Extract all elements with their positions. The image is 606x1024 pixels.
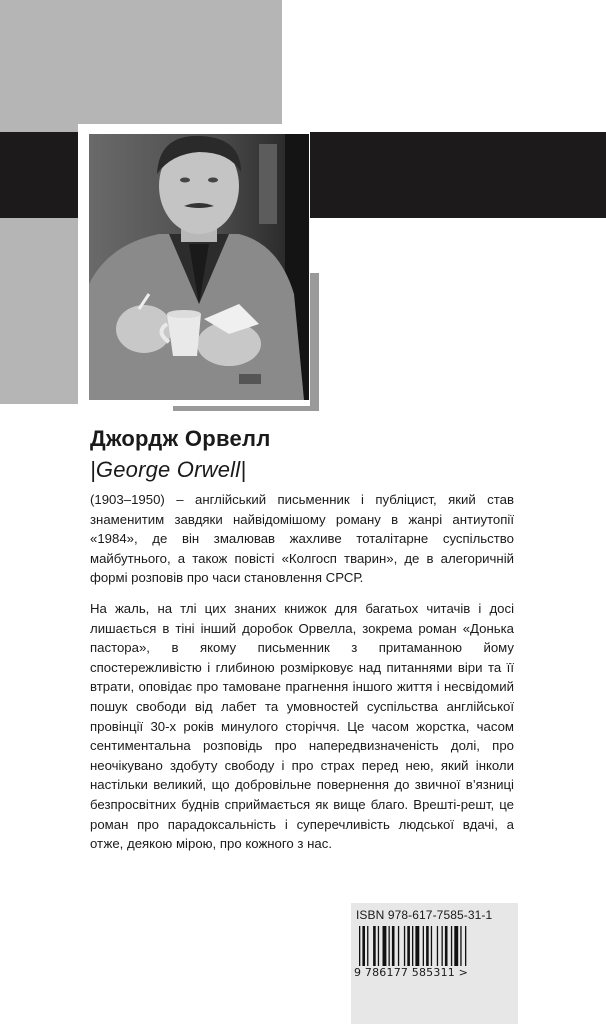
isbn-label: ISBN 978-617-7585-31-1 [356, 908, 493, 922]
barcode-digits: 9 786177 585311 > [354, 966, 469, 979]
bio-paragraph-2: На жаль, на тлі цих знаних книжок для багатьох читачів і досі лишається в тіні інший доробок Орвелла, зокрема роман «Донька пастора», в якому письменник з притаманною йому спостережливістю і глибиною розмірковує над питаннями віри та її втрати, оповідає про тамоване прагнення іншого життя і несвідомий пошук свободи від лабет та умовностей суспільства англійської провінції 30-х років минулого сторіччя. Це часом жорстка, часом сентиментальна розповідь про напередвизначеність долі, про неочікувано здобуту свободу і про страх перед нею, який інколи настільки великий, що добровільне повернення до звичної в’язниці безпросвітних буднів сприймається як вище благо. Врешті-решт, це роман про парадоксальність і суперечливість людської вдачі, а отже, деякою мірою, про кожного з нас. [90, 601, 514, 852]
author-photo [89, 134, 309, 400]
grey-block-left [0, 218, 90, 404]
grey-block-top [0, 0, 282, 132]
author-photo-illustration [89, 134, 309, 400]
author-name: Джордж Орвелл [90, 426, 271, 451]
author-name-latin: |George Orwell| [90, 457, 247, 482]
bio-paragraph-1: (1903–1950) – англійський письменник і публіцист, який став знаменитим завдяки найвідомішому роману в жанрі антиутопії «1984», де він змалював жахливе тоталітарне суспільство майбутнього, а також повісті «Колгосп тварин», де в алегоричній формі розповів про часи становлення СРСР. [90, 492, 514, 586]
